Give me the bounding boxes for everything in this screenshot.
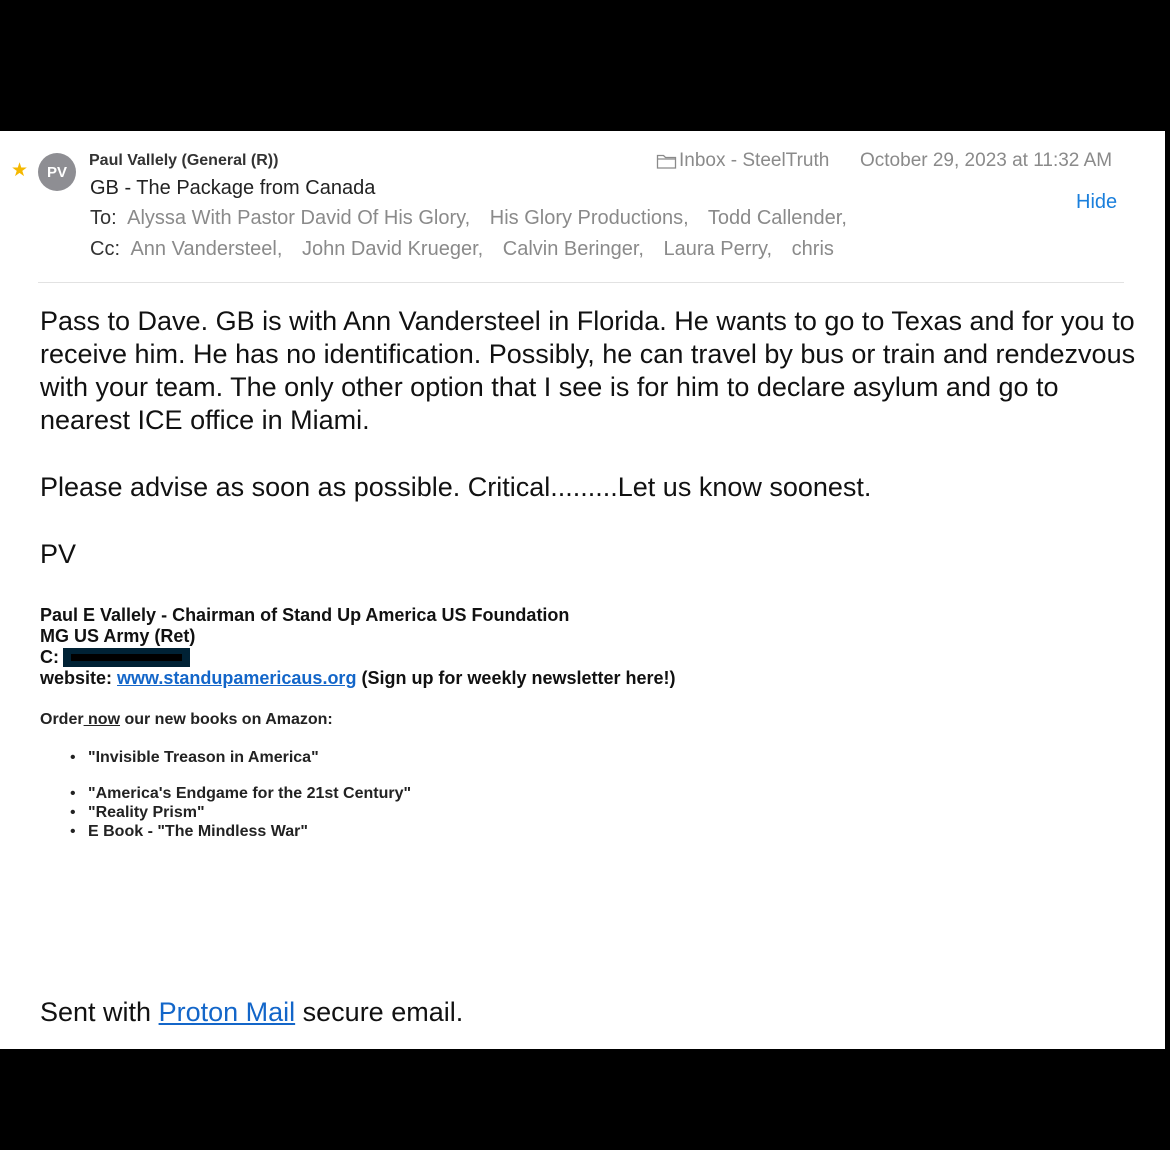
sent-with-footer	[40, 997, 463, 1028]
sender-name[interactable]: Paul Vallely (General (R))	[89, 152, 279, 169]
redaction-box	[63, 648, 190, 667]
signature-cell	[40, 647, 676, 668]
to-recipient[interactable]: Todd Callender,	[707, 207, 847, 229]
cc-recipient[interactable]: John David Krueger,	[301, 238, 484, 260]
header-divider	[38, 282, 1124, 283]
top-black-bar	[0, 0, 1170, 131]
avatar: PV	[38, 153, 76, 191]
cc-recipient[interactable]: Laura Perry,	[663, 238, 773, 260]
cc-recipient[interactable]: chris	[791, 238, 834, 260]
email-subject: GB - The Package from Canada	[90, 177, 376, 199]
order-text: Order	[40, 711, 84, 728]
list-item: • "Reality Prism"	[70, 803, 411, 822]
signature-rank: MG US Army (Ret)	[40, 626, 196, 646]
cc-label: Cc:	[90, 238, 120, 260]
to-recipient[interactable]: Alyssa With Pastor David Of His Glory,	[127, 207, 471, 229]
cc-recipient[interactable]: Calvin Beringer,	[502, 238, 644, 260]
body-signoff: PV	[40, 539, 77, 569]
signature-block	[40, 605, 676, 689]
proton-mail-link[interactable]: Proton Mail	[158, 997, 296, 1027]
to-label: To:	[90, 207, 117, 229]
to-recipient[interactable]: His Glory Productions,	[489, 207, 689, 229]
list-item: • "Invisible Treason in America"	[70, 748, 411, 767]
website-label: website:	[40, 668, 113, 688]
book-list	[70, 748, 411, 841]
email-message	[0, 131, 1165, 1049]
body-paragraph: Please advise as soon as possible. Critical.........Let us know soonest.	[40, 472, 872, 502]
folder-icon	[656, 152, 677, 170]
cell-label: C:	[40, 647, 59, 667]
sent-text: Sent with	[40, 997, 152, 1027]
bottom-black-bar	[0, 1049, 1170, 1150]
signature-name: Paul E Vallely - Chairman of Stand Up America US Foundation	[40, 605, 570, 625]
email-body	[40, 305, 1150, 605]
sent-text-rest: secure email.	[302, 997, 464, 1027]
body-paragraph: Pass to Dave. GB is with Ann Vandersteel in Florida. He wants to go to Texas and for you to receive him. He has no identification. Possibly, he can travel by bus or train and rendezvous with your team. The only other option that I see is for him to declare asylum and go to nearest ICE office in Miami.	[40, 306, 1136, 435]
hide-details-button[interactable]: Hide	[1076, 191, 1118, 213]
star-icon[interactable]: ★	[11, 160, 29, 181]
website-link[interactable]: www.standupamericaus.org	[117, 668, 357, 688]
list-item: • "America's Endgame for the 21st Century"	[70, 784, 411, 803]
signature-website	[40, 668, 676, 689]
cc-recipient[interactable]: Ann Vandersteel,	[130, 238, 283, 260]
order-text-rest: our new books on Amazon:	[120, 711, 333, 728]
mailbox-name: Inbox - SteelTruth	[679, 150, 830, 171]
order-books-line	[40, 711, 333, 729]
mailbox-label[interactable]	[656, 150, 829, 172]
list-item: • E Book - "The Mindless War"	[70, 822, 411, 841]
to-row	[90, 207, 861, 230]
website-note: (Sign up for weekly newsletter here!)	[361, 668, 676, 688]
order-now-text: now	[83, 711, 121, 728]
cc-row	[90, 238, 848, 261]
email-date: October 29, 2023 at 11:32 AM	[860, 150, 1113, 171]
